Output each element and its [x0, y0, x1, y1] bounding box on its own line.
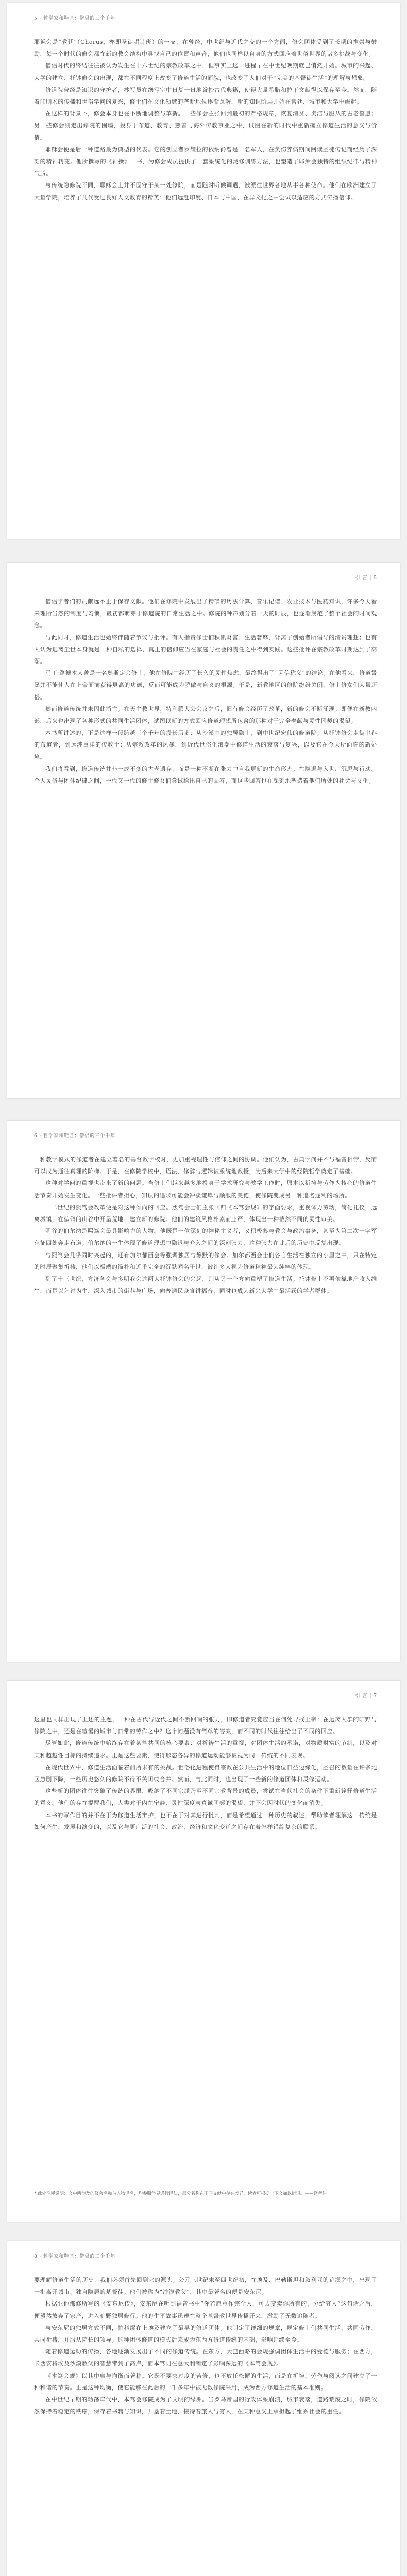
paragraph: 这种对学问的重视也带来了新的问题。当修士们越来越多地投身于学术研究与教学工作时，原本以祈祷与劳作为核心的修道生活节奏开始发生变化。一些批评者担心，知识的追求可能会冲淡谦卑与顺服的美德，使修院变成另一种追名逐利的场所。 — [34, 1180, 377, 1199]
page-3 — [7, 1121, 400, 1662]
paragraph: 尽管如此，修道传统中始终存在着某些共同的核心要素：对祈祷生活的重视，对团体生活的承诺，对物质财富的节制，以及对某种超越性目标的持续追求。正是这些要素，使得形态各异的修道运动能够被视为同一传统的不同表现。 — [34, 1740, 377, 1759]
paragraph: 与安东尼的独居方式不同，帕科缪在上埃及建立了最早的修道团体。他制定了详细的规章，规定修士们共同生活、共同劳作、共同祈祷，并服从院长的领导。这种团体修道的模式后来成为东西方修道传统的基础，影响延续至今。 — [34, 2324, 377, 2344]
paragraph: 本书所讲述的，正是这样一段跨越三个千年的漫长历史：从沙漠中的独居隐士，到中世纪宏伟的修道院；从托钵修会走街串巷的布道者，到远涉重洋的传教士；从宗教改革的风暴，到近代世俗化浪潮中修道生活的衰落与复兴，以及它在今天所面临的新处境。 — [34, 730, 377, 760]
paragraph: 随着修道运动的传播，各地逐渐发展出了不同的修道传统。在东方，大巴西略的会规强调团体生活中的爱德与服务；在西方，卡西安将埃及沙漠教父的智慧带到了高卢，而本笃则在意大利制定了影响深远的《本笃会规》。 — [34, 2348, 377, 2367]
footnote: * 此处注释说明：文中所涉及的修会名称与人物译名，均参照学界通行译法，部分名称在不同文献中存在差异，读者可根据上下文加以辨识。——译者注 — [34, 2184, 377, 2198]
paragraph: 然而修道传统并未因此消亡。在天主教世界，特利腾大公会议之后，旧有修会经历了改革，新的修会不断涌现；即便在新教内部，后来也出现了各种形式的共同生活团体，试图以新的方式回应修道理想所包含的那种对于完全奉献与灵性团契的渴望。 — [34, 705, 377, 725]
paragraph: 本书的写作目的并不在于为修道生活辩护，也不在于对其进行批判，而是希望通过一种历史的叙述，帮助读者理解这一传统是如何产生、发展和演变的，以及它与更广泛的社会、政治、经济和文化变迁之间存在着怎样错综复杂的联系。 — [34, 1811, 377, 1831]
running-header: 引 言 | 7 — [355, 1693, 377, 1699]
paragraph: 明谷的伯尔纳是熙笃会最具影响力的人物。他既是一位深刻的神秘主义者，又积极参与教会与政治事务，甚至为第二次十字军东征四处奔走布道。伯尔纳的一生体现了修道理想中隐退与介入之间的深刻张力，这种张力在此后的历史中反复出现。 — [34, 1228, 377, 1247]
paragraph: 到了十三世纪，方济各会与多明我会这两大托钵修会的兴起，则从另一个方向重塑了修道生活。托钵修士不再依靠地产收入维生，而是以乞讨为生，深入城市的街巷与广场，向普通民众宣讲福音，同时也成为新兴大学中最活跃的学者群体。 — [34, 1276, 377, 1295]
page-2 — [7, 563, 400, 1098]
paragraph: 这里也同样出现了上述的主题，一种在古代与近代之间不断回响的张力，即修道者究竟应当在何处寻找上帝：在远离人群的旷野与修院之中，还是在喧嚣的城市与日常的劳作之中？这个问题没有简单的答案，而不同的时代往往给出了不同的回应。 — [34, 1716, 377, 1735]
paragraph: 僧侣学者们的贡献远不止于保存文献。他们在修院中发展出了精确的历法计算、音乐记谱、农业技术与医药知识，许多今天看来理所当然的制度与习惯，最初都萌芽于修道院的日常生活之中。修院的钟声划分着一天的时辰，也逐渐规范了整个社会的时间观念。 — [34, 598, 377, 629]
paragraph: 与熙笃会几乎同时兴起的，还有加尔都西会等强调独居与静默的修会。加尔都西会士们各自生活在独立的小屋之中，只在特定的时辰聚集祈祷，他们以极端的简朴和近乎完全的沉默闻名于世，被许多人视为修道精神最为纯粹的体现。 — [34, 1251, 377, 1270]
running-header: 引 言 | 5 — [355, 575, 377, 581]
paragraph: 我们将看到，修道传统并非一成不变的古老遗存，而是一种不断在张力中自我更新的生命形态。在隐退与入世、沉思与行动、个人灵修与团体纪律之间，一代又一代的修士修女们尝试给出自己的回答，而这些回答也在深刻地塑造着他们所处的社会与文化。 — [34, 765, 377, 785]
paragraph: 根据亚他那修所写的《安东尼传》，安东尼在听到福音书中“你若愿意作完全人，可去变卖你所有的，分给穷人”这句话之后，便毅然放弃了家产，进入旷野独居修行。他的生平故事迅速在整个基督教世界传播开来，激励了无数追随者。 — [34, 2300, 377, 2319]
paragraph: 一种教学模式的修道者在建立著名的基督教学校时，更加重视理性与信仰之间的协调。他们认为，古典学问并不与福音相悖，反而可以成为通往真理的阶梯。于是，在修院学校中，语法、修辞与逻辑被系统地教授，为后来大学中的经院哲学奠定了基础。 — [34, 1156, 377, 1175]
page-body — [34, 2274, 377, 2417]
paragraph: 十二世纪的熙笃会改革便是对这种倾向的回应。熙笃会士们主张回归《本笃会规》的字面要求，重视体力劳动，简化礼仪，远离城镇，在偏僻的山谷中开垦荒地、建立新的修院。他们的建筑风格朴素而庄严，体现出一种截然不同的灵性审美。 — [34, 1204, 377, 1223]
running-header: 6 · 哲学家和鞋匠：僧侣的三个千年 — [34, 1133, 116, 1139]
page-body — [34, 596, 377, 787]
page-5 — [7, 2241, 400, 2576]
paragraph: 要理解修道生活的历史，我们必须首先回到它的源头。公元三世纪末至四世纪初，在埃及、巴勒斯坦和叙利亚的荒漠之中，出现了一批离开城市、独自隐居的基督徒。他们被称为“沙漠教父”，其中最著名的便是安东尼。 — [34, 2277, 377, 2296]
paragraph: 修道院曾经是知识的守护者，抄写员在缮写室中日复一日地誊抄古代典籍，使得大量希腊和拉丁文献得以保存至今。然而，随着印刷术的传播和世俗学问的复兴，修士们在文化领域的垄断地位逐渐瓦解，新的知识阶层开始在宫廷、城市和大学中崛起。 — [34, 86, 377, 106]
paragraph: 僧侣时代的终结往往被认为发生在十六世纪的宗教改革之中，但事实上这一进程早在中世纪晚期就已悄然开始。城市的兴起、大学的建立、托钵修会的出现，都在不同程度上改变了修道生活的面貌，也改变了人们对于“完美的基督徒生活”的理解与想象。 — [34, 62, 377, 81]
paragraph: 与传统隐修院不同，耶稣会士并不固守于某一处修院，而是随时听候调遣，被派往世界各地从事各种使命。他们在欧洲建立了大量学院，培养了几代受过良好人文教育的精英；他们远赴印度、日本与中国，在异文化之中尝试以适应的方式传播信仰。 — [34, 182, 377, 201]
running-header: 5 · 哲学家和鞋匠：僧侣的三个千年 — [34, 16, 116, 21]
paragraph: 与此同时，修道生活也始终伴随着争议与批评。有人指责修士们积累财富、生活奢靡，背离了创始者所倡导的清贫理想；也有人认为逃离尘世本身就是一种自私的选择，真正的信仰应当在家庭与社会的责任之中得到实践。这些批评在宗教改革时期达到了高潮。 — [34, 634, 377, 665]
paragraph: 耶稣会便是后一种道路最为典型的代表。它的创立者罗耀拉的依纳爵曾是一名军人，在负伤养病期间阅读圣徒传记而经历了深刻的精神转变。他所撰写的《神操》一书，为修会成员提供了一套系统化的灵修训练方法，也塑造了耶稣会独特的组织纪律与精神气质。 — [34, 146, 377, 177]
paragraph: 在中世纪早期的动荡年代中，本笃会修院成为了文明的绿洲。当罗马帝国的行政体系崩溃，城市衰落，道路荒废之时，修院依然保持着稳定的秩序，保存着书籍与知识，开垦着土地，接待着旅人与穷人，在某种意义上承担起了维系社会的重任。 — [34, 2396, 377, 2415]
page-body — [34, 36, 377, 204]
paragraph: 这些新的团体往往突破了传统的界限，吸纳了不同宗派乃至不同宗教背景的成员，尝试在当代社会的条件下重新诠释修道生活的意义。他们的存在提醒我们，人类对于内在宁静、灵性深度与真诚团契的渴望，并不会因时代的变化而消失。 — [34, 1788, 377, 1807]
paragraph: 在这样的背景下，修会本身也在不断地调整与革新。一些修会主张回到最初的严格规章，恢复清贫、贞洁与服从的古老誓愿；另一些修会则走出修院的围墙，投身于布道、教育、慈善与海外传教事业之中，试图在新的时代中重新确立修道生活的意义与价值。 — [34, 110, 377, 141]
paragraph: 耶稣会是“教廷”（Chorus，亦即圣徒唱诗班）的一支，在曾经，中世纪与近代之交的一个方面，修会团体受到了长期的推崇与鼓励，每一个时代的修会都在新的教会结构中寻找自己的位置和声音，他们也同样以自身的方式回应着世俗世界的诸多挑战与变化。 — [34, 39, 377, 58]
page-body — [34, 1154, 377, 1297]
paragraph: 《本笃会规》以其中庸与均衡而著称。它既不要求过度的苦修，也不放任松懈的生活，而是在祈祷、劳作与阅读之间建立了一种和谐的节奏。正是这种均衡，使它能够在此后的一千多年中被无数修院采用，成为西方修道生活的基本准则。 — [34, 2372, 377, 2391]
paragraph: 马丁·路德本人曾是一名奥斯定会修士，他在修院中经历了长久的灵性焦虑，最终得出了“因信称义”的结论。在他看来，修道誓愿并不能使人在上帝面前获得更高的功德，反而可能成为骄傲与自义的根源。于是，新教地区的修院纷纷关闭，修士修女们大量还俗。 — [34, 670, 377, 701]
page-body — [34, 1714, 377, 1833]
page-4 — [7, 1681, 400, 2222]
paragraph: 在现代世界中，修道生活面临着前所未有的挑战。世俗化进程使得宗教在公共生活中的地位日益边缘化，圣召的数量在许多地区急剧下降，一些历史悠久的修院不得不关闭或合并。然而，与此同时，也出现了一些新的修道团体和灵修运动。 — [34, 1764, 377, 1783]
page-1 — [7, 3, 400, 539]
running-header: 8 · 哲学家和鞋匠：僧侣的三个千年 — [34, 2254, 116, 2259]
